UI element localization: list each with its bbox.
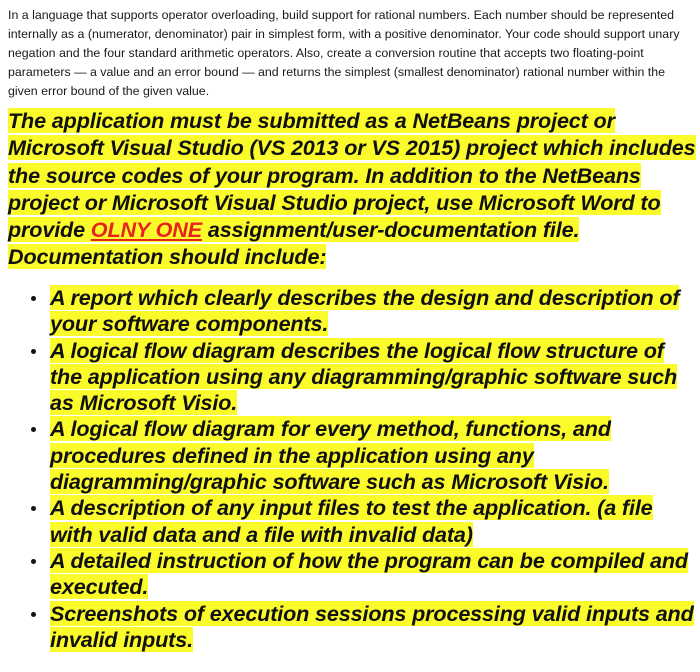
requirement-text-after: assignment/user-documentation file. Documentation should include: <box>8 217 580 270</box>
list-item-text: A logical flow diagram describes the logical flow structure of the application using any diagramming/graphic software such as Microsoft Visio. <box>50 337 678 416</box>
list-item-text: A report which clearly describes the design and description of your software components. <box>50 285 680 337</box>
list-item <box>0 416 700 495</box>
bullet-icon <box>31 506 36 511</box>
list-item-text: A description of any input files to test the application. (a file with valid data and a file with invalid data) <box>50 495 653 547</box>
bullet-icon <box>31 296 36 301</box>
submission-requirement <box>8 107 696 271</box>
emphasis-text: OLNY ONE <box>90 217 202 243</box>
list-item <box>0 601 700 654</box>
documentation-list <box>0 285 700 653</box>
problem-statement: In a language that supports operator overloading, build support for rational numbers. Each number should be represented internally as a (numerator, denominator) pair in simplest form, with a positive denominator. Your code should support unary negation and the four standard arithmetic operators. Also, create a conversion routine that accepts two floating-point parameters — a value and an error bound — and returns the simplest (smallest denominator) rational number within the given error bound of the given value. <box>8 8 680 98</box>
bullet-icon <box>31 349 36 354</box>
requirement-text-before: The application must be submitted as a NetBeans project or Microsoft Visual Studio (VS 2013 or VS 2015) project which includes the source codes of your program. In addition to the NetBeans project or Microsoft Visual Studio project, use Microsoft Word to provide <box>8 108 696 243</box>
bullet-icon <box>31 559 36 564</box>
list-item <box>0 495 700 548</box>
list-item <box>0 285 700 338</box>
bullet-icon <box>31 612 36 617</box>
list-item-text: A detailed instruction of how the program can be compiled and executed. <box>50 547 688 600</box>
highlighted-text <box>8 108 696 269</box>
bullet-icon <box>31 427 36 432</box>
list-item <box>0 548 700 601</box>
list-item <box>0 338 700 417</box>
list-item-text: A logical flow diagram for every method, functions, and procedures defined in the application using any diagramming/graphic software such as Microsoft Visio. <box>50 416 611 495</box>
list-item-text: Screenshots of execution sessions processing valid inputs and invalid inputs. <box>50 600 694 652</box>
